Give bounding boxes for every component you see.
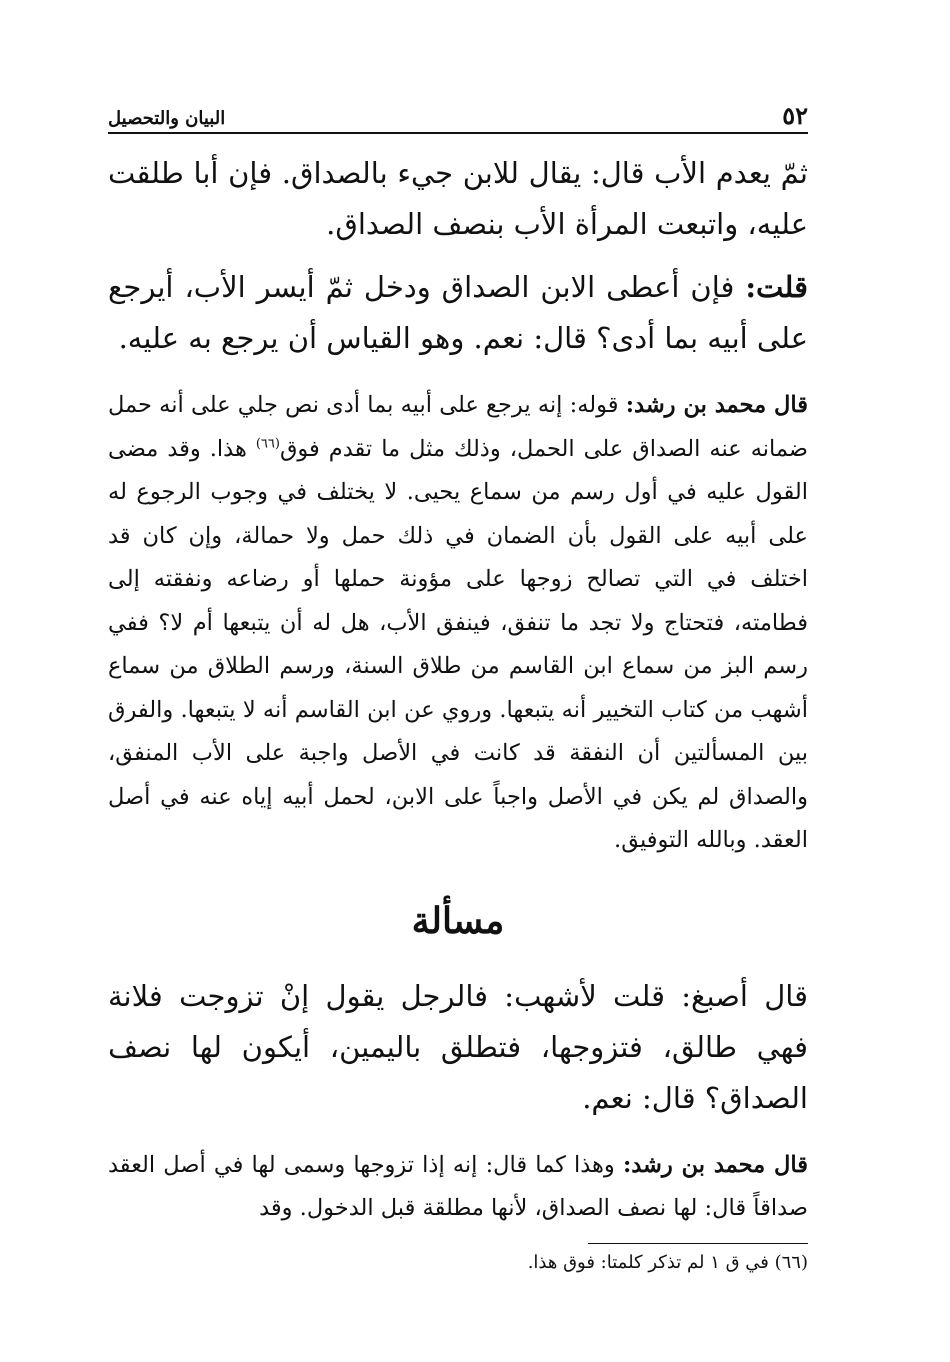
commentary-text: قوله: إنه يرجع على أبيه بما أدى نص جلي على أنه حمل ضمانه عنه الصداق على الحمل، وذلك مثل ما تقدم فوق bbox=[108, 392, 808, 462]
paragraph-continuation: ثمّ يعدم الأب قال: يقال للابن جيء بالصداق. فإن أبا طلقت عليه، واتبعت المرأة الأب بنصف الصداق. bbox=[108, 156, 808, 241]
section-heading: مسألة bbox=[411, 899, 505, 942]
footnote: (٦٦) في ق ١ لم تذكر كلمتا: فوق هذا. bbox=[527, 1251, 808, 1273]
running-header bbox=[108, 92, 808, 134]
paragraph-question bbox=[108, 262, 808, 364]
footnote-reference: (٦٦) bbox=[255, 436, 280, 451]
commentary-text-continued: هذا. وقد مضى القول عليه في أول رسم من سماع يحيى. لا يختلف في وجوب الرجوع له على أبيه على القول بأن الضمان في ذلك حمل ولا حمالة، وإن كان قد اختلف في التي تصالح زوجها على مؤونة حملها أو رضاعه ونفقته إلى فطامته، فتحتاج ولا تجد ما تنفق، فينفق الأب، هل له أن يتبعها أم لا؟ ففي رسم البز من سماع ابن القاسم من طلاق السنة، ورسم الطلاق من سماع أشهب من كتاب التخيير أنه يتبعها. وروي عن ابن القاسم أنه لا يتبعها. والفرق بين المسألتين أن النفقة قد كانت في الأصل واجبة على الأب المنفق، والصداق لم يكن في الأصل واجباً على الابن، لحمل أبيه إياه عنه في أصل العقد. وبالله التوفيق. bbox=[108, 435, 808, 853]
paragraph-issue: قال أصبغ: قلت لأشهب: فالرجل يقول إنْ تزوجت فلانة فهي طالق، فتزوجها، فتطلق باليمين، أيكون لها نصف الصداق؟ قال: نعم. bbox=[108, 978, 809, 1115]
running-title: البيان والتحصيل bbox=[108, 108, 226, 129]
commentary-paragraph bbox=[108, 384, 808, 863]
page-number: ٥٢ bbox=[782, 101, 808, 130]
speaker-label: قلت: bbox=[745, 270, 808, 304]
commentary-text: وهذا كما قال: إنه إذا تزوجها وسمى لها في أصل العقد صداقاً قال: لها نصف الصداق، لأنها مطلقة قبل الدخول. وقد bbox=[108, 1151, 808, 1221]
commentary-paragraph-2 bbox=[108, 1144, 808, 1231]
paragraph-text: فإن أعطى الابن الصداق ودخل ثمّ أيسر الأب، أيرجع على أبيه بما أدى؟ قال: نعم. وهو القياس أن يرجع به عليه. bbox=[108, 270, 808, 355]
commentator-label: قال محمد بن رشد: bbox=[625, 392, 808, 418]
footnote-divider bbox=[588, 1243, 808, 1244]
commentator-label: قال محمد بن رشد: bbox=[622, 1151, 809, 1178]
document-page bbox=[108, 92, 808, 1280]
